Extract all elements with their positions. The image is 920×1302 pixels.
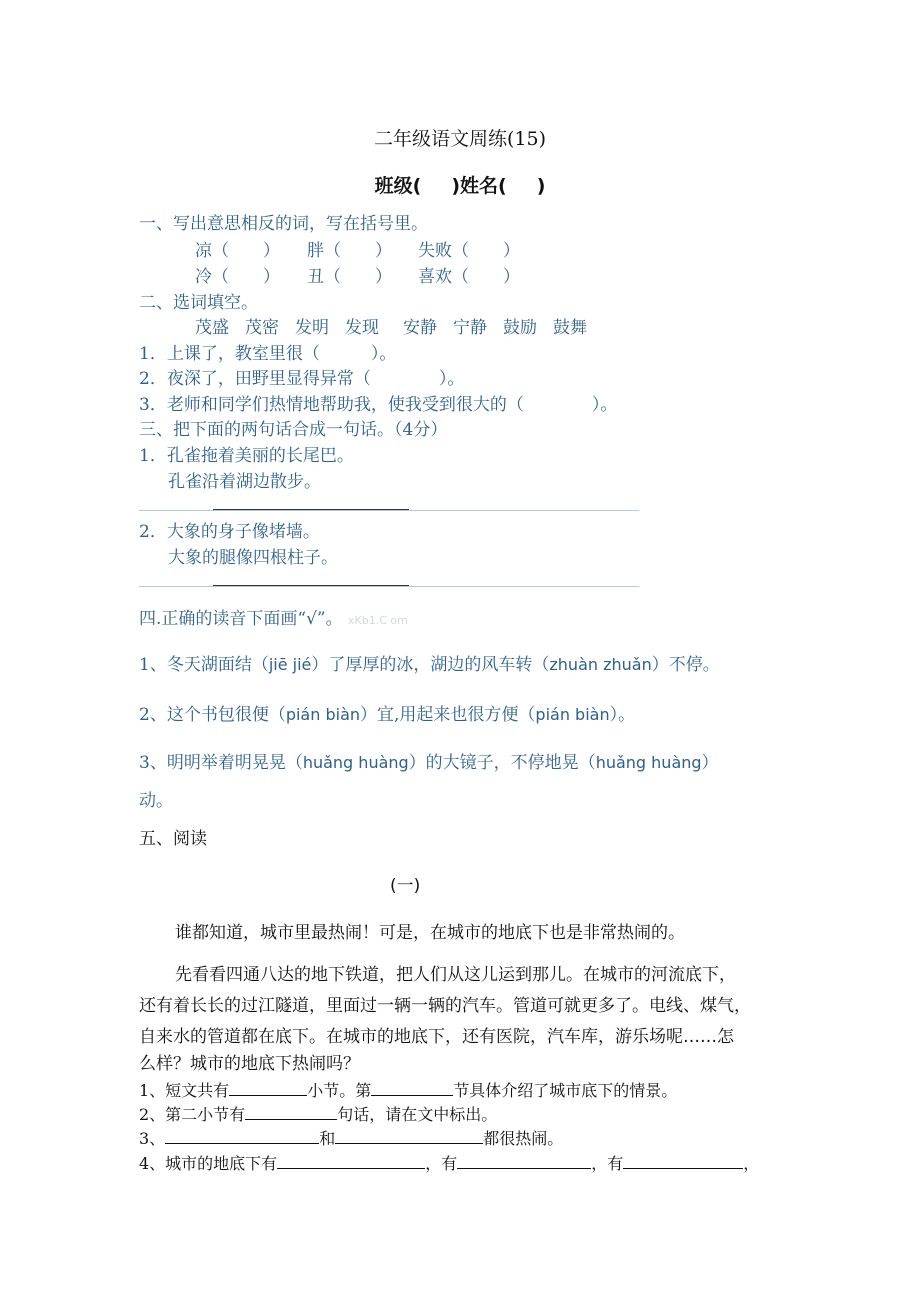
section2-heading: 二、选词填空。: [139, 293, 258, 313]
section5-heading: 五、阅读: [139, 829, 207, 849]
answer-blank[interactable]: [245, 1105, 337, 1120]
antonym-item: 胖（ ）: [307, 241, 392, 261]
antonym-item: 冷（ ）: [195, 267, 280, 287]
antonym-item: 凉（ ）: [195, 241, 280, 261]
answer-line: [139, 510, 639, 511]
reading-item: 3、明明举着明晃晃（huǎng huàng）的大镜子，不停地晃（huǎng huàng）: [139, 753, 719, 773]
section3-heading: 三、把下面的两句话合成一句话。（4分）: [139, 420, 448, 440]
name-label: )姓名(: [451, 175, 507, 197]
sentence-item: 2．大象的身子像堵墙。: [139, 522, 320, 542]
answer-blank[interactable]: [623, 1154, 743, 1169]
reading-item: 2、这个书包很便（pián biàn）宜,用起来也很方便（pián biàn）。: [139, 705, 636, 725]
section1-heading: 一、写出意思相反的词，写在括号里。: [139, 214, 428, 234]
question-item: 1、短文共有 小节。第 节具体介绍了城市底下的情景。: [139, 1081, 678, 1100]
question-item: 3、 和 都很热闹。: [139, 1129, 564, 1148]
answer-blank[interactable]: [277, 1154, 425, 1169]
answer-line-dark: [213, 585, 409, 586]
word-option: 茂密: [245, 318, 279, 338]
answer-line-dark: [213, 509, 409, 510]
word-option: 宁静: [453, 318, 487, 338]
fill-item: 2．夜深了，田野里显得异常（ ）。: [139, 369, 465, 389]
fill-item: 1．上课了，教室里很（ ）。: [139, 344, 397, 364]
answer-line: [139, 586, 639, 587]
answer-blank[interactable]: [457, 1154, 591, 1169]
passage-line: 先看看四通八达的地下铁道，把人们从这儿运到那儿。在城市的河流底下，: [175, 965, 736, 985]
fill-item: 3．老师和同学们热情地帮助我，使我受到很大的（ ）。: [139, 395, 618, 415]
passage-title: (一): [390, 876, 421, 896]
pinyin-option: huǎng huàng: [302, 753, 409, 772]
antonym-item: 丑（ ）: [307, 267, 392, 287]
answer-blank[interactable]: [229, 1081, 307, 1096]
antonym-item: 喜欢（ ）: [418, 267, 520, 287]
passage-line: 自来水的管道都在底下。在城市的地底下，还有医院，汽车库，游乐场呢……怎: [139, 1027, 734, 1047]
reading-item: 1、冬天湖面结（jiē jié）了厚厚的冰，湖边的风车转（zhuàn zhuǎn）不停。: [139, 655, 720, 675]
question-item: 4、城市的地底下有 ，有 ，有 ，: [139, 1154, 760, 1173]
word-option: 发现: [345, 318, 379, 338]
word-option: 发明: [295, 318, 329, 338]
word-option: 鼓舞: [553, 318, 587, 338]
pinyin-option: zhuàn zhuǎn: [549, 655, 652, 674]
sentence-item: 孔雀沿着湖边散步。: [168, 472, 321, 492]
page-title: 二年级语文周练(15): [373, 128, 546, 150]
reading-item-cont: 动。: [139, 791, 173, 811]
sentence-item: 1．孔雀拖着美丽的长尾巴。: [139, 446, 354, 466]
pinyin-option: jiē jié: [268, 655, 312, 674]
class-label: 班级(: [374, 175, 422, 197]
word-option: 茂盛: [195, 318, 229, 338]
passage-line: 么样？城市的地底下热闹吗？: [139, 1054, 360, 1074]
section4-heading: 四.正确的读音下面画“√”。 xKb1.C om: [139, 609, 408, 629]
watermark: xKb1.C om: [348, 614, 408, 627]
pinyin-option: huǎng huàng: [595, 753, 702, 772]
word-bank: [195, 313, 587, 338]
class-name-line: [0, 171, 920, 198]
passage-paragraph: 谁都知道，城市里最热闹！可是，在城市的地底下也是非常热闹的。: [175, 923, 685, 943]
passage-line: 还有着长长的过江隧道，里面过一辆一辆的汽车。管道可就更多了。电线、煤气，: [139, 996, 751, 1016]
pinyin-option: pián biàn: [535, 705, 610, 724]
answer-blank[interactable]: [335, 1129, 483, 1144]
sentence-item: 大象的腿像四根柱子。: [168, 548, 338, 568]
answer-blank[interactable]: [371, 1081, 453, 1096]
word-option: 鼓励: [503, 318, 537, 338]
name-close: ): [536, 175, 546, 197]
antonym-item: 失败（ ）: [418, 241, 520, 261]
word-option: 安静: [403, 318, 437, 338]
question-item: 2、第二小节有 句话，请在文中标出。: [139, 1105, 498, 1124]
answer-blank[interactable]: [165, 1129, 319, 1144]
pinyin-option: pián biàn: [285, 705, 361, 724]
